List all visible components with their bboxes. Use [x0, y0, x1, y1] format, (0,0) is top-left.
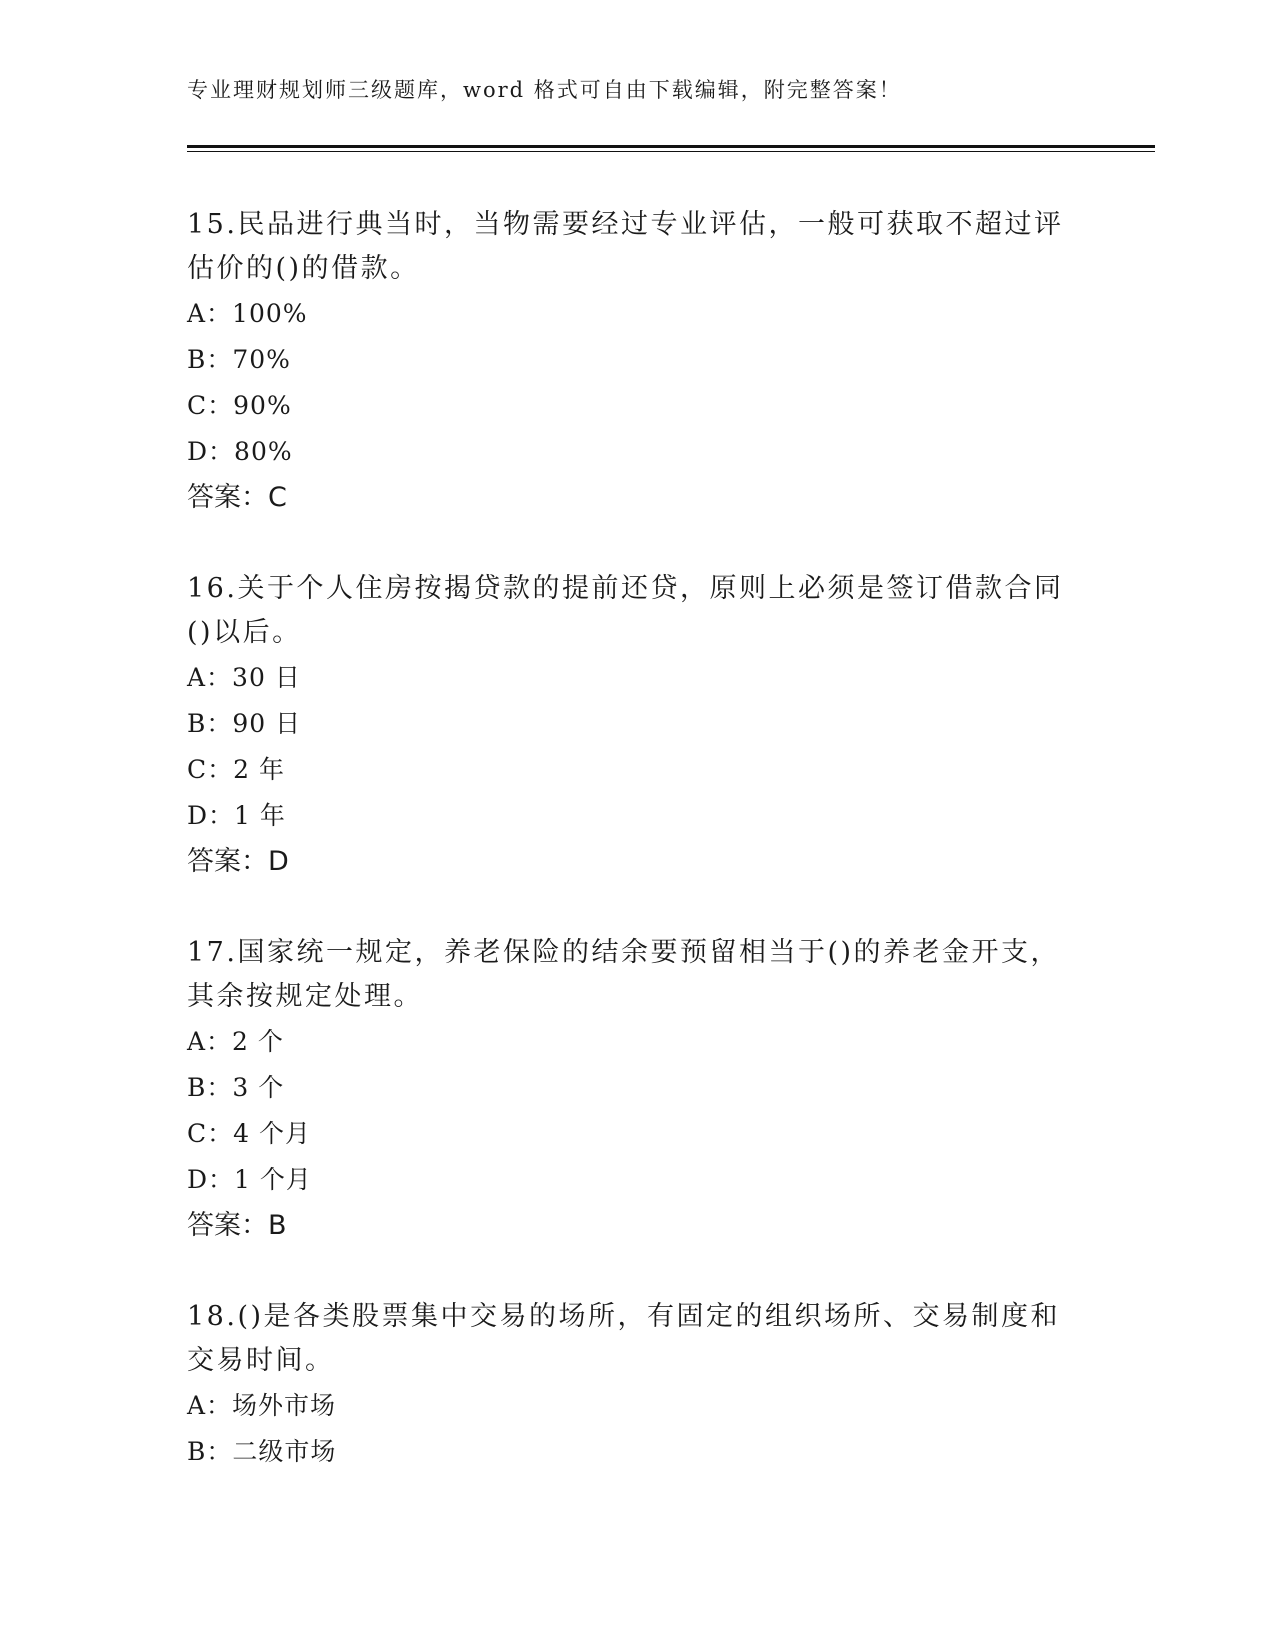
question-16: [187, 567, 1087, 885]
question-text: 15.民品进行典当时，当物需要经过专业评估，一般可获取不超过评估价的()的借款。: [187, 209, 1064, 284]
option-d: D：1 个月: [187, 1165, 312, 1194]
option-a: A：场外市场: [187, 1391, 337, 1420]
option-c: C：90%: [187, 391, 292, 420]
question-18: [187, 1295, 1087, 1475]
option-c: C：2 年: [187, 755, 285, 784]
option-b: B：二级市场: [187, 1437, 337, 1466]
page-header: 专业理财规划师三级题库，word 格式可自由下载编辑，附完整答案！: [187, 78, 902, 102]
question-list: [187, 203, 1087, 1521]
option-d: D：1 年: [187, 801, 286, 830]
answer: 答案：D: [187, 846, 289, 877]
answer: 答案：B: [187, 1210, 287, 1241]
option-d: D：80%: [187, 437, 293, 466]
option-b: B：70%: [187, 345, 291, 374]
answer: 答案：C: [187, 482, 287, 513]
question-15: [187, 203, 1087, 521]
option-c: C：4 个月: [187, 1119, 311, 1148]
option-b: B：3 个: [187, 1073, 285, 1102]
option-a: A：2 个: [187, 1027, 284, 1056]
option-a: A：30 日: [187, 663, 301, 692]
question-text: 17.国家统一规定，养老保险的结余要预留相当于()的养老金开支，其余按规定处理。: [187, 937, 1061, 1012]
question-17: [187, 931, 1087, 1249]
header-divider-thin: [187, 151, 1155, 152]
question-text: 18.()是各类股票集中交易的场所，有固定的组织场所、交易制度和交易时间。: [187, 1301, 1061, 1376]
option-b: B：90 日: [187, 709, 302, 738]
option-a: A：100%: [187, 299, 308, 328]
header-divider-thick: [187, 145, 1155, 148]
question-text: 16.关于个人住房按揭贷款的提前还贷，原则上必须是签订借款合同()以后。: [187, 573, 1064, 648]
